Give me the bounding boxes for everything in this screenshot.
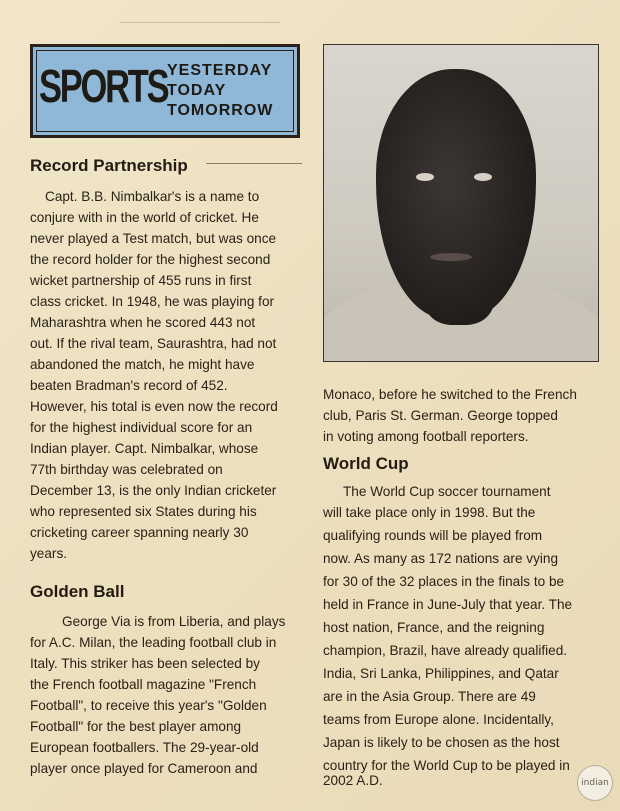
text-line: years.	[30, 546, 68, 561]
text-line: never played a Test match, but was once	[30, 231, 277, 246]
text-line: held in France in June-July that year. The	[323, 597, 573, 612]
text-line: are in the Asia Group. There are 49	[323, 689, 536, 704]
text-line: wicket partnership of 455 runs in first	[30, 273, 252, 288]
text-line: Japan is likely to be chosen as the host	[323, 735, 560, 750]
photo-eye-right	[474, 173, 492, 181]
sports-banner	[30, 44, 300, 138]
text-line: for A.C. Milan, the leading football club in	[30, 635, 277, 650]
text-line: Football", to receive this year's "Golden	[30, 698, 267, 713]
text-line: conjure with in the world of cricket. He	[30, 210, 259, 225]
text-line: the record holder for the highest second	[30, 252, 271, 267]
text-line: in voting among football reporters.	[323, 429, 529, 444]
banner-word-tomorrow: TOMORROW	[167, 102, 274, 119]
text-line: teams from Europe alone. Incidentally,	[323, 712, 554, 727]
heading-record-partnership: Record Partnership	[30, 156, 188, 175]
text-line: for 30 of the 32 places in the finals to be	[323, 574, 565, 589]
text-line: India, Sri Lanka, Philippines, and Qatar	[323, 666, 559, 681]
text-line: However, his total is even now the record	[30, 399, 278, 414]
banner-tagline	[167, 61, 273, 121]
heading-rule	[206, 163, 302, 164]
text-line: Monaco, before he switched to the French	[323, 387, 577, 402]
heading-golden-ball: Golden Ball	[30, 582, 125, 601]
photo-eye-left	[416, 173, 434, 181]
heading-world-cup: World Cup	[323, 454, 409, 473]
text-line: European footballers. The 29-year-old	[30, 740, 259, 755]
text-line: qualifying rounds will be played from	[323, 528, 543, 543]
text-line: host nation, France, and the reigning	[323, 620, 545, 635]
text-line: country for the World Cup to be played in	[323, 758, 570, 773]
banner-word-today: TODAY	[167, 82, 227, 99]
text-line: who represented six States during his	[30, 504, 257, 519]
text-line: the French football magazine "French	[30, 677, 257, 692]
text-line: club, Paris St. German. George topped	[323, 408, 558, 423]
banner-word-yesterday: YESTERDAY	[167, 62, 273, 79]
text-line: out. If the rival team, Saurashtra, had not	[30, 336, 277, 351]
photo-head	[376, 69, 536, 319]
text-line: George Via is from Liberia, and plays	[62, 614, 286, 629]
watermark-badge: indian	[577, 765, 613, 801]
text-line: now. As many as 172 nations are vying	[323, 551, 559, 566]
text-line: Capt. B.B. Nimbalkar's is a name to	[45, 189, 260, 204]
text-line: beaten Bradman's record of 452.	[30, 378, 228, 393]
text-line: Football" for the best player among	[30, 719, 242, 734]
text-line: class cricket. In 1948, he was playing for	[30, 294, 275, 309]
top-divider	[120, 22, 280, 23]
text-line: for the highest individual score for an	[30, 420, 253, 435]
text-line: Maharashtra when he scored 443 not	[30, 315, 256, 330]
text-line: cricketing career spanning nearly 30	[30, 525, 249, 540]
text-line: abandoned the match, he might have	[30, 357, 255, 372]
text-line: champion, Brazil, have already qualified.	[323, 643, 568, 658]
text-line: will take place only in 1998. But the	[323, 505, 536, 520]
text-line: The World Cup soccer tournament	[343, 484, 551, 499]
banner-sports-title: SPORTS	[39, 60, 168, 112]
text-line: 77th birthday was celebrated on	[30, 462, 223, 477]
photo-mouth	[430, 253, 472, 261]
text-line: Italy. This striker has been selected by	[30, 656, 260, 671]
text-line: Indian player. Capt. Nimbalkar, whose	[30, 441, 259, 456]
footballer-photo	[323, 44, 599, 362]
text-line: player once played for Cameroon and	[30, 761, 258, 776]
text-line: December 13, is the only Indian cricketer	[30, 483, 277, 498]
text-line: 2002 A.D.	[323, 773, 383, 788]
